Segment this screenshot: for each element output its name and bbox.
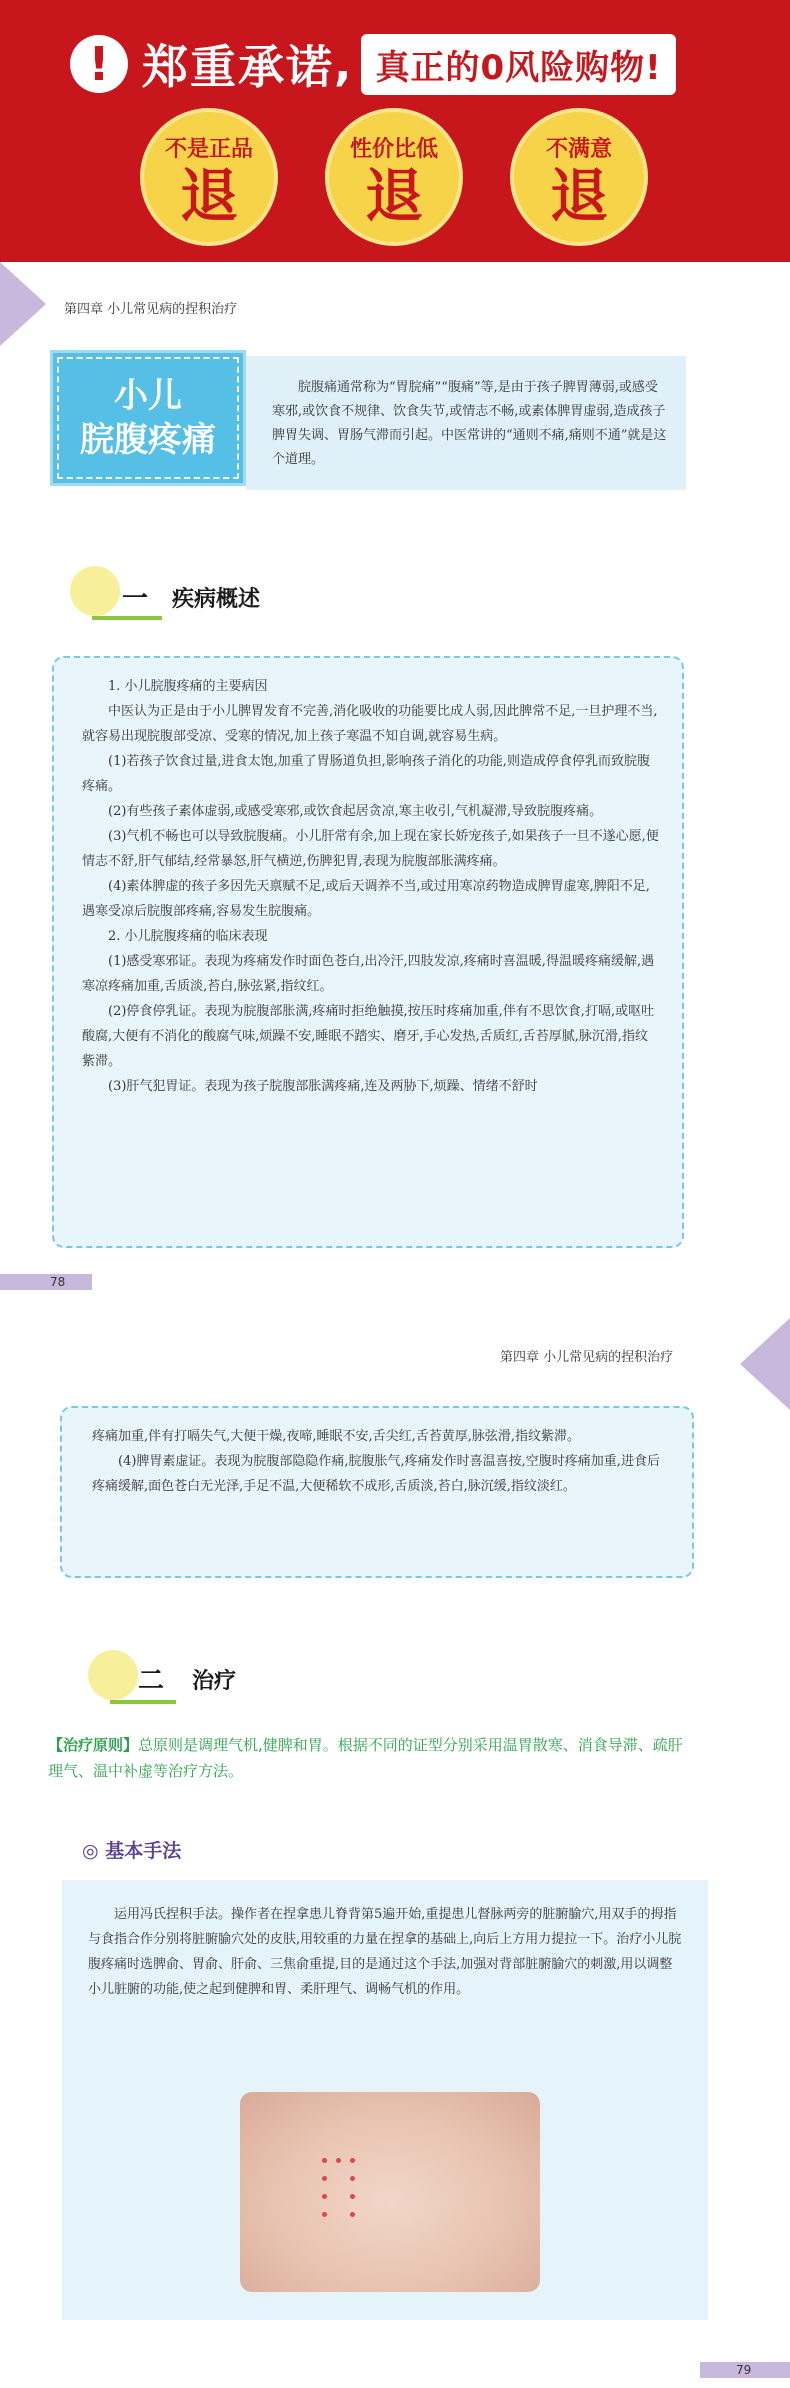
back-acupoint-photo	[240, 2092, 540, 2292]
paragraph: 疼痛加重,伴有打嗝失气,大便干燥,夜啼,睡眠不安,舌尖红,舌苔黄厚,脉弦滑,指纹紫滞。	[92, 1429, 581, 1444]
section-number: 一	[122, 584, 149, 614]
badge-label: 性价比低	[349, 137, 438, 162]
principle-label: 【治疗原则】	[48, 1736, 139, 1754]
badge-label: 不是正品	[164, 137, 253, 162]
basic-technique-heading: ◎ 基本手法	[82, 1840, 182, 1862]
badge-label: 不满意	[545, 137, 612, 162]
promise-comma: ,	[334, 37, 352, 91]
section-title: 疾病概述	[172, 587, 261, 612]
acupoint-dot	[322, 2158, 327, 2163]
badge-return-text: 退	[549, 162, 608, 230]
paragraph: (2)有些孩子素体虚弱,或感受寒邪,或饮食起居贪凉,寒主收引,气机凝滞,导致脘腹疼痛。	[108, 804, 603, 819]
badge-return-text: 退	[179, 162, 238, 230]
page-corner-triangle	[740, 1318, 790, 1410]
acupoint-dot	[350, 2194, 355, 2199]
paragraph: (4)脾胃素虚证。表现为脘腹部隐隐作痛,脘腹胀气,疼痛发作时喜温喜按,空腹时疼痛加重,进食后疼痛缓解,面色苍白无光泽,手足不温,大便稀软不成形,舌质淡,苔白,脉沉缓,指纹淡红。	[92, 1454, 660, 1494]
overview-content-box	[52, 656, 684, 1248]
page-corner-triangle	[0, 262, 46, 346]
acupoint-dot	[350, 2176, 355, 2181]
promise-row	[70, 26, 676, 102]
page-number: 78	[50, 1275, 66, 1289]
paragraph: (4)素体脾虚的孩子多因先天禀赋不足,或后天调养不当,或过用寒凉药物造成脾胃虚寒,脾阳不足,遇寒受凉后脘腹部疼痛,容易发生脘腹痛。	[82, 879, 650, 919]
acupoint-dot	[336, 2158, 341, 2163]
acupoint-dot	[322, 2194, 327, 2199]
page-number-bar	[0, 1274, 92, 1290]
paragraph: (2)停食停乳证。表现为脘腹部胀满,疼痛时拒绝触摸,按压时疼痛加重,伴有不思饮食,打嗝,或呕吐酸腐,大便有不消化的酸腐气味,烦躁不安,睡眠不踏实、磨牙,手心发热,舌质红,舌苔厚腻,脉沉滑,指纹紫滞。	[82, 1004, 655, 1069]
warning-icon: !	[70, 35, 128, 93]
section-underline	[92, 616, 162, 620]
page-number: 79	[736, 2363, 752, 2377]
paragraph: (1)若孩子饮食过量,进食太饱,加重了胃肠道负担,影响孩子消化的功能,则造成停食停乳而致脘腹疼痛。	[82, 754, 650, 794]
paragraph: (3)气机不畅也可以导致脘腹痛。小儿肝常有余,加上现在家长娇宠孩子,如果孩子一旦不遂心愿,便情志不舒,肝气郁结,经常暴怒,肝气横逆,伤脾犯胃,表现为脘腹部胀满疼痛。	[82, 829, 659, 869]
paragraph: (1)感受寒邪证。表现为疼痛发作时面色苍白,出冷汗,四肢发凉,疼痛时喜温暖,得温暖疼痛缓解,遇寒凉疼痛加重,舌质淡,苔白,脉弦紧,指纹红。	[82, 954, 655, 994]
return-badge-authentic	[140, 108, 278, 246]
paragraph: (3)肝气犯胃证。表现为孩子脘腹部胀满疼痛,连及两胁下,烦躁、情绪不舒时	[108, 1079, 538, 1094]
paragraph: 中医认为正是由于小儿脾胃发育不完善,消化吸收的功能要比成人弱,因此脾常不足,一旦护理不当,就容易出现脘腹部受凉、受寒的情况,加上孩子寒温不知自调,就容易生病。	[82, 704, 658, 744]
intro-paragraph: 脘腹痛通常称为“胃脘痛”“腹痛”等,是由于孩子脾胃薄弱,或感受寒邪,或饮食不规律、饮食失节,或情志不畅,或素体脾胃虚弱,造成孩子脾胃失调、胃肠气滞而引起。中医常讲的“通则不痛,痛则不通”就是这个道理。	[246, 356, 686, 490]
principle-text: 总原则是调理气机,健脾和胃。根据不同的证型分别采用温胃散寒、消食导滞、疏肝理气、温中补虚等治疗方法。	[48, 1736, 683, 1780]
article-title	[50, 350, 246, 486]
acupoint-dot	[350, 2158, 355, 2163]
chapter-header: 第四章 小儿常见病的捏积治疗	[64, 302, 238, 317]
section-circle-decoration	[88, 1650, 138, 1700]
subheading-symptoms: 2. 小儿脘腹疼痛的临床表现	[108, 929, 268, 944]
subheading-causes: 1. 小儿脘腹疼痛的主要病因	[108, 679, 268, 694]
acupoint-dot	[350, 2212, 355, 2217]
section-number: 二	[138, 1666, 165, 1696]
acupoint-dot	[322, 2212, 327, 2217]
return-badge-satisfaction	[510, 108, 648, 246]
promise-highlight: 真正的0风险购物!	[361, 34, 675, 95]
badge-return-text: 退	[364, 162, 423, 230]
promise-main-text: 郑重承诺	[142, 40, 334, 94]
technique-paragraph: 运用冯氏捏积手法。操作者在捏拿患儿脊背第5遍开始,重提患儿督脉两旁的脏腑腧穴,用双手的拇指与食指合作分别将脏腑腧穴处的皮肤,用较重的力量在捏拿的基础上,向后上方用力提拉一下。治疗小儿脘腹疼痛时选脾俞、胃俞、肝俞、三焦俞重提,目的是通过这个手法,加强对背部脏腑腧穴的刺激,用以调整小儿脏腑的功能,使之起到健脾和胃、柔肝理气、调畅气机的作用。	[88, 1907, 682, 1997]
return-badge-value	[325, 108, 463, 246]
section-title: 治疗	[192, 1669, 237, 1694]
acupoint-dot	[322, 2176, 327, 2181]
treatment-principle	[48, 1732, 688, 1784]
section-circle-decoration	[70, 566, 120, 616]
overview-continued-box	[60, 1406, 694, 1578]
title-line: 脘腹疼痛	[80, 420, 216, 460]
title-line: 小儿	[114, 376, 182, 416]
section-underline	[110, 1700, 176, 1704]
chapter-header: 第四章 小儿常见病的捏积治疗	[500, 1350, 674, 1365]
